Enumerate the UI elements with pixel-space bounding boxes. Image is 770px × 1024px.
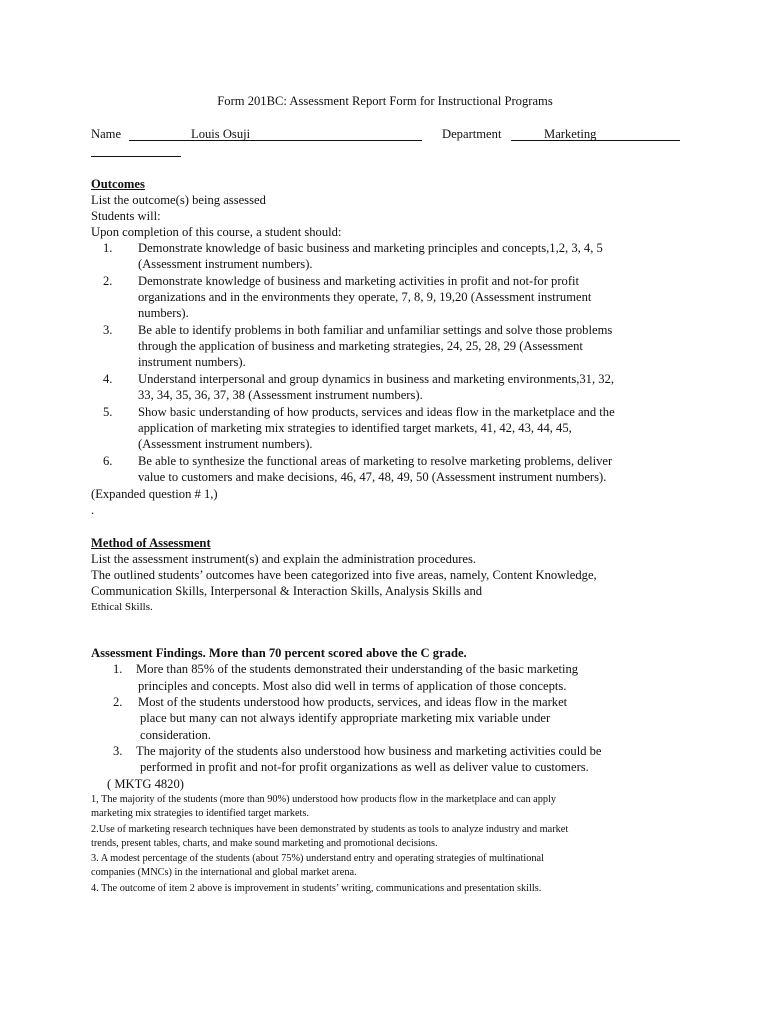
outcomes-intro-2: Students will: xyxy=(91,209,161,223)
finding-line: consideration. xyxy=(140,728,211,742)
outcome-number: 5. xyxy=(103,405,113,419)
finding-line: performed in profit and not-for profit organizations as well as deliver value to customers. xyxy=(140,760,589,774)
outcome-number: 1. xyxy=(103,241,113,255)
outcome-line: through the application of business and marketing strategies, 24, 25, 28, 29 (Assessment xyxy=(138,339,583,353)
outcome-line: Show basic understanding of how products, services and ideas flow in the marketplace and the xyxy=(138,405,615,419)
department-label: Department xyxy=(442,127,502,141)
outcome-line: Be able to synthesize the functional areas of marketing to resolve marketing problems, deliver xyxy=(138,454,613,468)
course-code: ( MKTG 4820) xyxy=(107,777,184,791)
outcome-number: 4. xyxy=(103,372,113,386)
findings-heading: Assessment Findings. More than 70 percent scored above the C grade. xyxy=(91,646,467,660)
name-field-underline xyxy=(129,140,422,141)
outcome-number: 2. xyxy=(103,274,113,288)
finding-line: More than 85% of the students demonstrated their understanding of the basic marketing xyxy=(136,662,579,676)
department-value: Marketing xyxy=(544,127,597,141)
outcomes-heading: Outcomes xyxy=(91,177,145,191)
outcomes-intro-1: List the outcome(s) being assessed xyxy=(91,193,266,207)
finding-note: 1, The majority of the students (more than 90%) understood how products flow in the marketplace and can apply xyxy=(91,794,557,805)
outcome-line: (Assessment instrument numbers). xyxy=(138,437,313,451)
method-line-2: The outlined students’ outcomes have been categorized into five areas, namely, Content Knowledge, xyxy=(91,568,597,582)
outcome-line: Understand interpersonal and group dynamics in business and marketing environments,31, 32, xyxy=(138,372,615,386)
outcome-line: application of marketing mix strategies to identified target markets, 41, 42, 43, 44, 45, xyxy=(138,421,572,435)
finding-note: trends, present tables, charts, and make sound marketing and promotional decisions. xyxy=(91,838,438,849)
finding-line: The majority of the students also understood how business and marketing activities could be xyxy=(136,744,602,758)
outcome-line: value to customers and make decisions, 46, 47, 48, 49, 50 (Assessment instrument numbers). xyxy=(138,470,607,484)
outcomes-intro-3: Upon completion of this course, a student should: xyxy=(91,225,342,239)
name-value: Louis Osuji xyxy=(191,127,251,141)
finding-number: 2. xyxy=(113,695,123,709)
finding-note: marketing mix strategies to identified target markets. xyxy=(91,808,309,819)
outcome-line: instrument numbers). xyxy=(138,355,246,369)
finding-note: 2.Use of marketing research techniques have been demonstrated by students as tools to analyze industry and market xyxy=(91,824,569,835)
outcome-number: 3. xyxy=(103,323,113,337)
finding-line: principles and concepts. Most also did well in terms of application of those concepts. xyxy=(138,679,567,693)
expanded-question-note: (Expanded question # 1,) xyxy=(91,487,218,501)
finding-line: Most of the students understood how products, services, and ideas flow in the market xyxy=(138,695,568,709)
outcome-line: Demonstrate knowledge of basic business and marketing principles and concepts,1,2, 3, 4, 5 xyxy=(138,241,603,255)
method-heading: Method of Assessment xyxy=(91,536,211,550)
finding-number: 1. xyxy=(113,662,123,676)
stray-dot: . xyxy=(91,503,95,517)
form-title: Form 201BC: Assessment Report Form for Instructional Programs xyxy=(217,94,553,108)
finding-note: companies (MNCs) in the international and global market arena. xyxy=(91,867,357,878)
finding-note: 3. A modest percentage of the students (about 75%) understand entry and operating strategies of multinational xyxy=(91,853,544,864)
method-line-1: List the assessment instrument(s) and explain the administration procedures. xyxy=(91,552,477,566)
method-line-3: Communication Skills, Interpersonal & Interaction Skills, Analysis Skills and xyxy=(91,584,483,598)
outcome-line: numbers). xyxy=(138,306,189,320)
finding-number: 3. xyxy=(113,744,123,758)
method-line-4: Ethical Skills. xyxy=(91,601,153,613)
outcome-line: Demonstrate knowledge of business and marketing activities in profit and not-for profit xyxy=(138,274,580,288)
finding-line: place but many can not always identify appropriate marketing mix variable under xyxy=(140,711,551,725)
continuation-underline xyxy=(91,156,181,157)
outcome-line: 33, 34, 35, 36, 37, 38 (Assessment instrument numbers). xyxy=(138,388,423,402)
name-label: Name xyxy=(91,127,122,141)
finding-note: 4. The outcome of item 2 above is improvement in students’ writing, communications and presentation skills. xyxy=(91,883,542,894)
outcome-number: 6. xyxy=(103,454,113,468)
outcome-line: Be able to identify problems in both familiar and unfamiliar settings and solve those problems xyxy=(138,323,613,337)
outcome-line: (Assessment instrument numbers). xyxy=(138,257,313,271)
outcome-line: organizations and in the environments they operate, 7, 8, 9, 19,20 (Assessment instrument xyxy=(138,290,592,304)
